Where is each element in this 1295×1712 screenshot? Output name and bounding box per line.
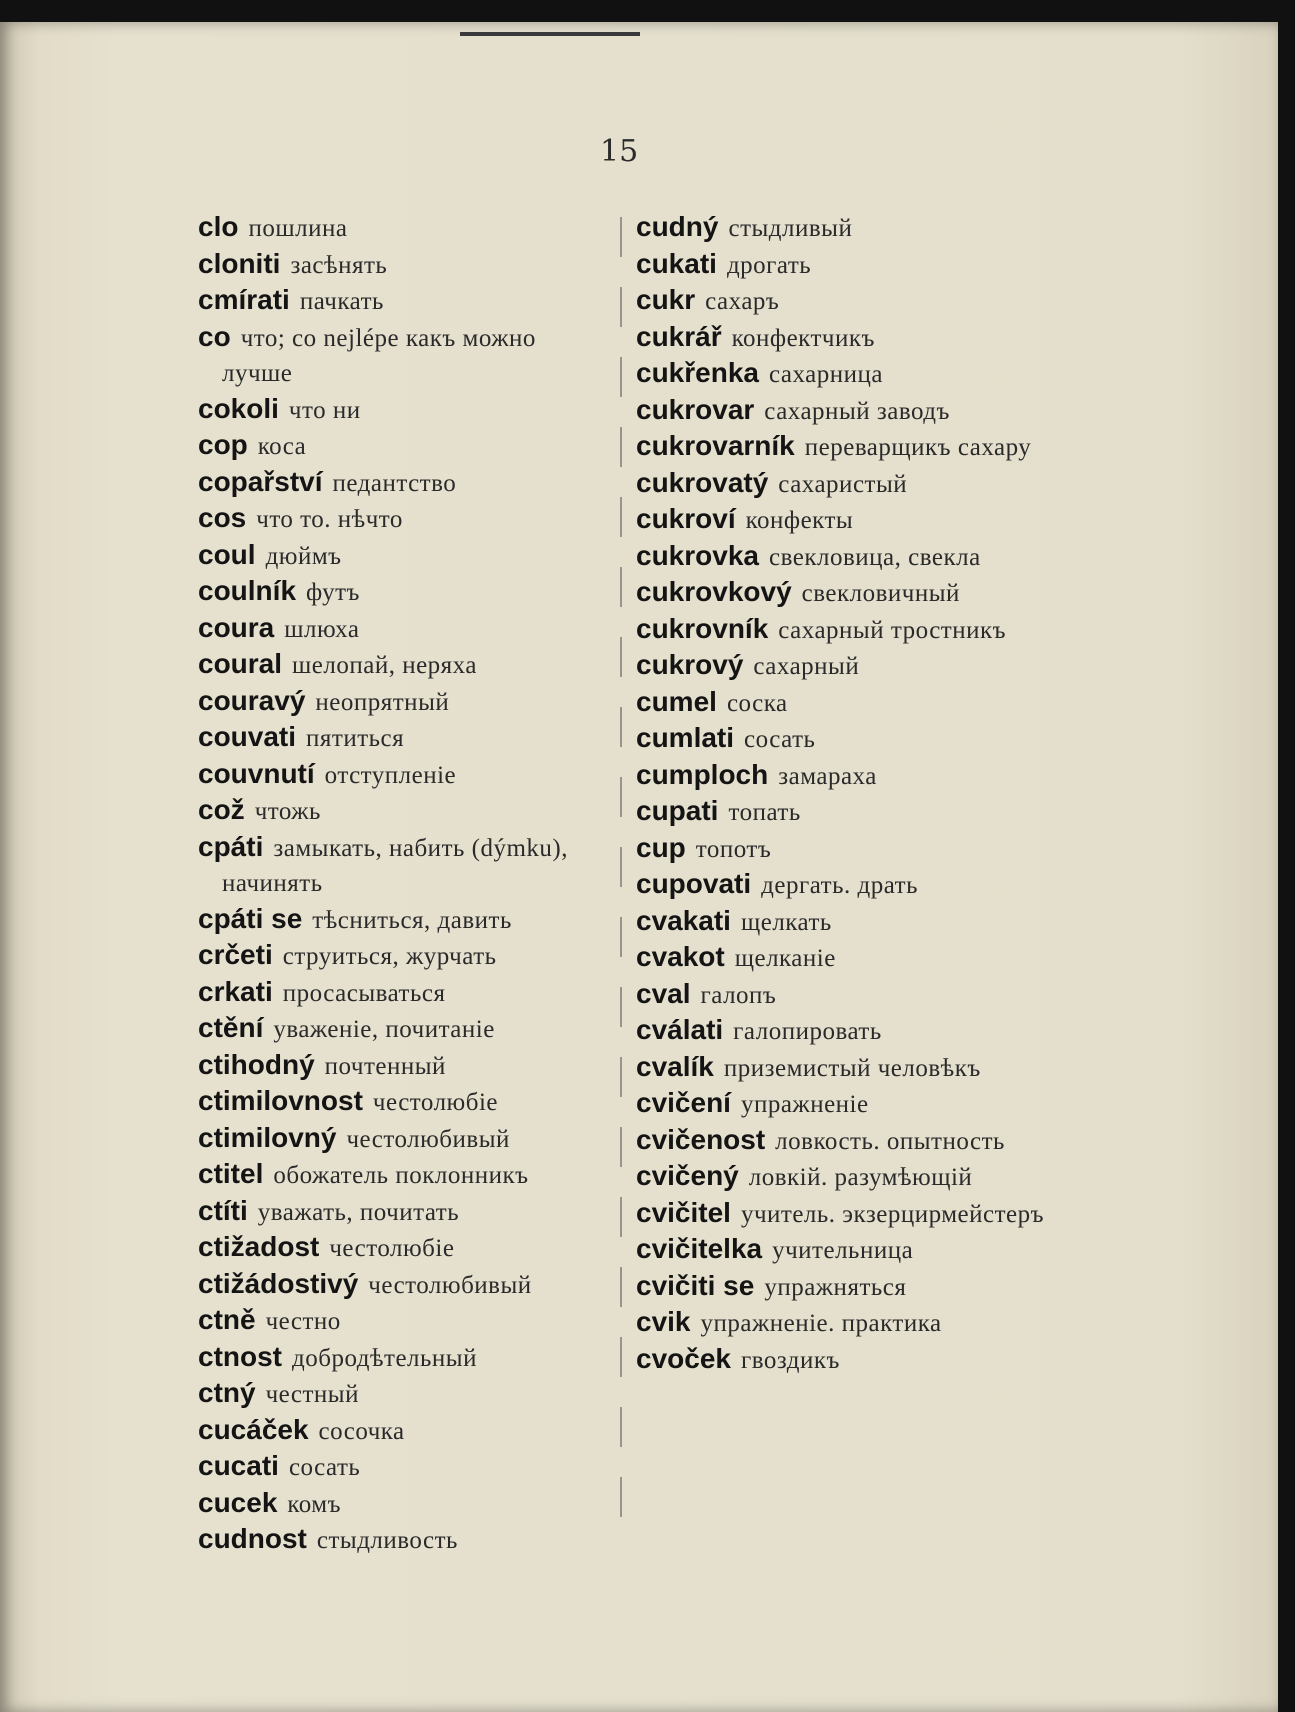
dictionary-entry	[198, 465, 608, 502]
entry-translation: сосочка	[318, 1417, 405, 1445]
dictionary-entry	[198, 793, 608, 830]
dictionary-entry	[198, 1340, 608, 1377]
dictionary-page	[0, 22, 1278, 1712]
entry-translation: сахарный заводъ	[764, 397, 950, 425]
dictionary-entry	[636, 210, 1056, 247]
entry-headword: cokoli	[198, 392, 279, 424]
dictionary-entry	[198, 938, 608, 975]
entry-translation: сахарница	[768, 361, 883, 388]
page-number: 15	[600, 134, 639, 169]
entry-headword: ctnost	[198, 1340, 282, 1372]
entry-translation: галопировать	[733, 1018, 882, 1045]
dictionary-entry	[636, 247, 1056, 284]
entry-translation: сахаръ	[705, 288, 780, 315]
dictionary-entry	[636, 1050, 1056, 1087]
entry-translation: гвоздикъ	[740, 1346, 840, 1374]
dictionary-entry	[636, 1123, 1056, 1160]
entry-headword: cukrovarník	[636, 430, 795, 461]
entry-translation: учитель. экзерцирмейстеръ	[740, 1200, 1045, 1228]
entry-headword: cvičený	[636, 1160, 739, 1191]
dictionary-entry	[198, 210, 608, 247]
entry-headword: couravý	[198, 684, 306, 716]
entry-headword: cumploch	[636, 758, 769, 790]
dictionary-entry	[198, 757, 608, 794]
entry-translation: честолюбіе	[329, 1235, 455, 1262]
entry-headword: copařství	[198, 465, 323, 497]
left-column	[198, 210, 608, 1559]
entry-translation: пошлина	[248, 215, 348, 242]
entry-translation: топать	[728, 799, 801, 826]
entry-headword: ctimilovný	[198, 1121, 337, 1153]
entry-headword: cucek	[198, 1486, 278, 1518]
dictionary-entry	[636, 904, 1056, 941]
entry-translation: честолюбивый	[346, 1125, 510, 1153]
dictionary-entry	[198, 1449, 608, 1486]
entry-headword: cukrovar	[636, 393, 755, 425]
dictionary-entry	[198, 392, 608, 429]
entry-headword: cukrovka	[636, 539, 759, 571]
dictionary-entry	[198, 975, 608, 1012]
entry-headword: cukrovník	[636, 612, 769, 644]
dictionary-entry	[636, 685, 1056, 722]
entry-translation: неопрятный	[315, 688, 450, 716]
entry-headword: cucáček	[198, 1413, 309, 1445]
entry-translation: что; co nejlépe какъ можно лучше	[222, 324, 536, 387]
entry-headword: cvoček	[636, 1342, 731, 1374]
entry-headword: cupovati	[636, 868, 752, 899]
entry-headword: cumel	[636, 685, 717, 717]
entry-translation: свекловица, свекла	[768, 543, 981, 571]
dictionary-entry	[636, 794, 1056, 831]
entry-translation: учительница	[772, 1237, 914, 1264]
entry-headword: cukrovkový	[636, 576, 792, 607]
entry-translation: что то. нѣчто	[256, 506, 403, 533]
entry-translation: футъ	[306, 579, 360, 606]
right-column	[636, 210, 1056, 1378]
entry-headword: cvičení	[636, 1087, 731, 1118]
dictionary-entry	[198, 684, 608, 721]
entry-headword: ctižádostivý	[198, 1267, 359, 1299]
dictionary-entry	[636, 320, 1056, 357]
entry-headword: cukroví	[636, 503, 736, 534]
entry-translation: стыдливость	[316, 1527, 458, 1554]
entry-translation: отступленіе	[324, 761, 457, 789]
entry-translation: сахарный тростникъ	[778, 616, 1007, 644]
entry-headword: ctitel	[198, 1158, 264, 1189]
entry-translation: соска	[726, 689, 788, 717]
entry-translation: ловкость. опытность	[775, 1127, 1005, 1155]
entry-translation: щелкать	[740, 908, 832, 936]
dictionary-entry	[636, 1342, 1056, 1379]
entry-headword: cukřenka	[636, 357, 759, 388]
entry-headword: cpáti	[198, 830, 264, 862]
entry-translation: упражненіе. практика	[700, 1310, 942, 1337]
entry-translation: приземистый человѣкъ	[723, 1054, 981, 1082]
entry-headword: cop	[198, 429, 248, 460]
entry-translation: тѣсниться, давить	[312, 906, 512, 934]
dictionary-entry	[198, 611, 608, 648]
dictionary-entry	[198, 1522, 608, 1559]
entry-translation: стыдливый	[728, 215, 853, 242]
entry-headword: couvnutí	[198, 757, 315, 789]
dictionary-entry	[198, 1121, 608, 1158]
dictionary-entry	[636, 429, 1056, 466]
entry-headword: ctně	[198, 1304, 256, 1335]
dictionary-entry	[636, 831, 1056, 868]
entry-translation: уважать, почитать	[257, 1198, 460, 1226]
entry-translation: упражненіе	[740, 1091, 869, 1118]
entry-headword: clo	[198, 211, 239, 242]
entry-translation: топотъ	[695, 835, 772, 863]
entry-headword: cup	[636, 831, 686, 863]
entry-translation: сосать	[744, 726, 816, 753]
entry-translation: замыкать, набить (dýmku), начинять	[222, 834, 568, 897]
dictionary-entry	[636, 283, 1056, 320]
entry-translation: сахаристый	[778, 470, 908, 498]
entry-headword: cvičiti se	[636, 1269, 755, 1301]
dictionary-entry	[636, 721, 1056, 758]
entry-translation: честный	[265, 1381, 359, 1408]
entry-headword: cvalík	[636, 1050, 714, 1082]
dictionary-entry	[636, 940, 1056, 977]
entry-headword: což	[198, 794, 245, 825]
entry-headword: cvičitel	[636, 1196, 731, 1228]
entry-translation: сахарный	[753, 653, 860, 680]
dictionary-entry	[636, 1196, 1056, 1233]
dictionary-entry	[198, 247, 608, 284]
entry-translation: просасываться	[282, 979, 446, 1007]
entry-headword: cukr	[636, 284, 696, 315]
entry-headword: cukati	[636, 247, 717, 279]
entry-translation: галопъ	[700, 981, 777, 1009]
dictionary-entry	[198, 320, 608, 392]
entry-headword: cválati	[636, 1014, 724, 1045]
dictionary-entry	[198, 1011, 608, 1048]
entry-headword: cloniti	[198, 247, 281, 279]
entry-headword: cvakot	[636, 941, 725, 972]
dictionary-entry	[198, 1084, 608, 1121]
entry-translation: упражняться	[764, 1273, 907, 1301]
entry-headword: coul	[198, 538, 256, 570]
entry-headword: coulník	[198, 575, 297, 606]
entry-headword: coura	[198, 611, 275, 643]
entry-translation: замараха	[778, 762, 877, 790]
entry-translation: коса	[257, 433, 307, 460]
dictionary-entry	[636, 648, 1056, 685]
entry-headword: cumlati	[636, 722, 735, 753]
dictionary-entry	[198, 647, 608, 684]
entry-translation: дрогать	[726, 251, 812, 279]
dictionary-entry	[198, 1413, 608, 1450]
entry-headword: cvičitelka	[636, 1233, 763, 1264]
dictionary-entry	[636, 1232, 1056, 1269]
entry-translation: честолюбивый	[368, 1271, 532, 1299]
entry-translation: чтожь	[254, 798, 321, 825]
dictionary-entry	[636, 356, 1056, 393]
column-divider	[620, 217, 622, 1547]
entry-headword: crkati	[198, 975, 273, 1007]
entry-translation: сосать	[288, 1454, 361, 1481]
entry-translation: честно	[265, 1308, 341, 1335]
dictionary-entry	[636, 1013, 1056, 1050]
entry-headword: cudný	[636, 211, 719, 242]
dictionary-entry	[198, 830, 608, 902]
entry-headword: cukrovatý	[636, 466, 769, 498]
dictionary-entry	[636, 1159, 1056, 1196]
entry-headword: cvik	[636, 1306, 691, 1337]
dictionary-entry	[198, 1048, 608, 1085]
dictionary-entry	[636, 1269, 1056, 1306]
dictionary-entry	[636, 393, 1056, 430]
dictionary-entry	[198, 1267, 608, 1304]
entry-translation: переварщикъ сахару	[804, 434, 1032, 461]
entry-translation: комъ	[287, 1490, 342, 1518]
entry-headword: crčeti	[198, 939, 273, 970]
dictionary-entry	[198, 1303, 608, 1340]
entry-headword: coural	[198, 648, 283, 679]
entry-translation: обожатель поклонникъ	[273, 1162, 529, 1189]
entry-headword: ctíti	[198, 1194, 248, 1226]
entry-headword: cukrový	[636, 649, 744, 680]
entry-translation: уваженіе, почитаніе	[273, 1016, 495, 1043]
entry-translation: дюймъ	[265, 542, 342, 570]
entry-translation: конфекты	[745, 507, 854, 534]
entry-headword: cukrář	[636, 320, 722, 352]
dictionary-entry	[636, 867, 1056, 904]
dictionary-entry	[636, 1305, 1056, 1342]
entry-headword: ctižadost	[198, 1231, 320, 1262]
entry-translation: что ни	[288, 396, 361, 424]
dictionary-entry	[636, 1086, 1056, 1123]
entry-headword: cudnost	[198, 1523, 307, 1554]
dictionary-entry	[198, 1376, 608, 1413]
dictionary-entry	[636, 758, 1056, 795]
entry-headword: cmírati	[198, 284, 290, 315]
entry-translation: щелканіе	[734, 945, 836, 972]
dictionary-entry	[636, 539, 1056, 576]
entry-translation: добродѣтельный	[292, 1344, 477, 1372]
entry-translation: честолюбіе	[372, 1089, 498, 1116]
entry-translation: ловкій. разумѣющій	[748, 1164, 973, 1191]
entry-translation: пачкать	[299, 288, 384, 315]
entry-headword: ctný	[198, 1377, 256, 1408]
dictionary-entry	[198, 283, 608, 320]
dictionary-entry	[198, 1194, 608, 1231]
entry-headword: couvati	[198, 721, 297, 752]
entry-headword: ctihodný	[198, 1048, 315, 1080]
entry-headword: cupati	[636, 795, 719, 826]
dictionary-entry	[198, 1486, 608, 1523]
dictionary-entry	[198, 720, 608, 757]
entry-translation: педантство	[332, 469, 457, 497]
dictionary-entry	[198, 501, 608, 538]
dictionary-entry	[636, 466, 1056, 503]
dictionary-entry	[636, 575, 1056, 612]
entry-translation: конфектчикъ	[731, 324, 875, 352]
entry-headword: cvakati	[636, 904, 731, 936]
entry-headword: ctění	[198, 1012, 264, 1043]
entry-translation: струиться, журчать	[282, 943, 497, 970]
entry-translation: свекловичный	[801, 580, 960, 607]
dictionary-entry	[636, 612, 1056, 649]
entry-headword: cval	[636, 977, 691, 1009]
entry-headword: cos	[198, 502, 247, 533]
dictionary-entry	[198, 902, 608, 939]
entry-translation: засѣнять	[290, 251, 388, 279]
entry-headword: cpáti se	[198, 902, 303, 934]
dictionary-entry	[198, 1230, 608, 1267]
entry-headword: cucati	[198, 1450, 279, 1481]
dictionary-entry	[198, 1157, 608, 1194]
dictionary-entry	[198, 538, 608, 575]
dictionary-entry	[198, 428, 608, 465]
entry-translation: шелопай, неряха	[292, 652, 477, 679]
entry-headword: cvičenost	[636, 1123, 766, 1155]
dictionary-entry	[636, 502, 1056, 539]
dictionary-entry	[636, 977, 1056, 1014]
entry-translation: дергать. драть	[761, 872, 918, 899]
entry-headword: ctimilovnost	[198, 1085, 363, 1116]
entry-translation: пятиться	[306, 725, 405, 752]
top-rule	[460, 32, 640, 36]
entry-translation: почтенный	[324, 1052, 446, 1080]
dictionary-entry	[198, 574, 608, 611]
entry-headword: co	[198, 320, 231, 352]
entry-translation: шлюха	[284, 615, 360, 643]
